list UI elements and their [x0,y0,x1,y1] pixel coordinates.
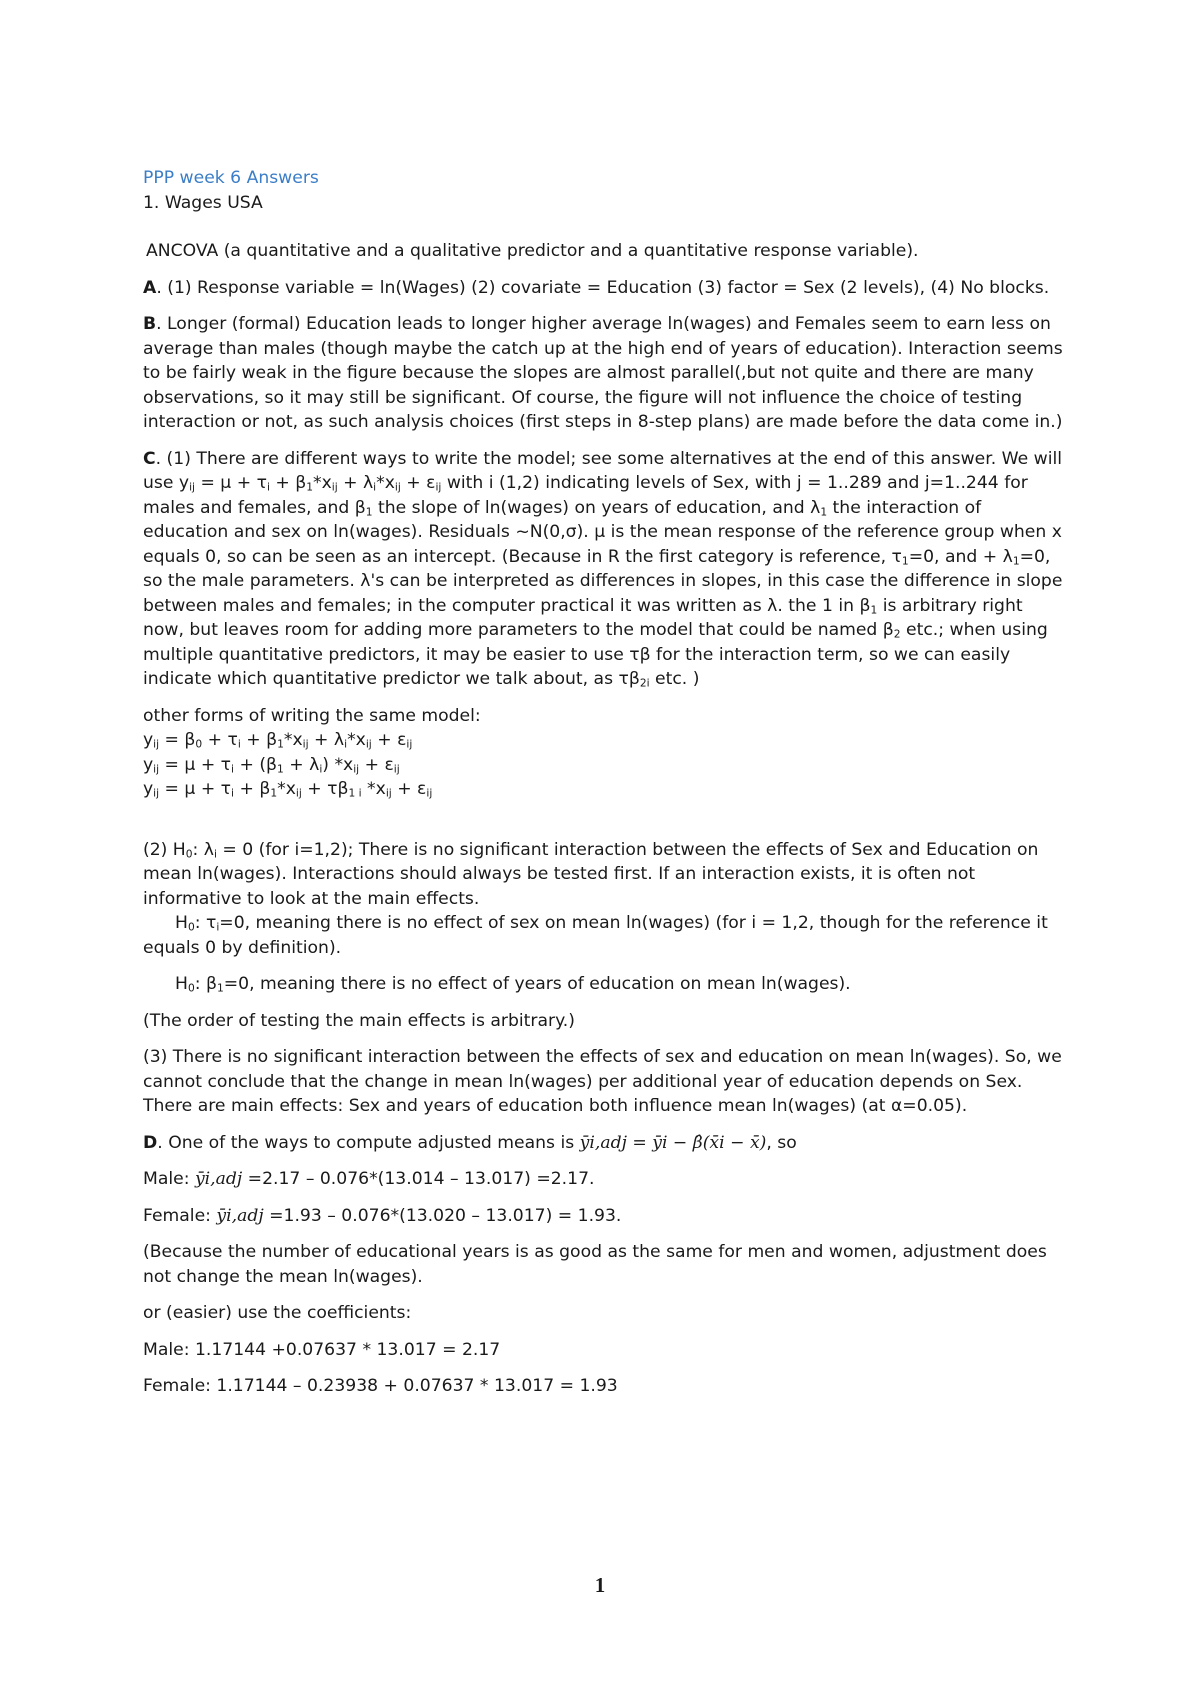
part-a-label: A [143,277,157,298]
coefficients-intro: or (easier) use the coefficients: [143,1303,412,1323]
subscript: ij [331,480,338,494]
hypothesis-education [143,972,1068,997]
subscript: 1 i [348,786,362,800]
part-c-text: + ε [400,473,436,493]
subscript: ij [426,786,433,800]
formula-text: *x [347,730,366,750]
female-coefficient-calc: Female: 1.17144 – 0.23938 + 0.07637 * 13.017 = 1.93 [143,1376,618,1396]
subscript: 0 [195,737,203,751]
formula-text: ) *x [322,754,354,775]
part-b-label: B [143,314,157,334]
subscript: 1 [1012,554,1020,568]
formula-text: = μ + τ [159,779,232,799]
subscript: i [213,847,217,861]
model-form-2 [143,753,1068,778]
formula-text: = μ + τ [159,754,232,775]
subscript: 1 [365,505,373,519]
subscript: i [231,786,235,800]
subscript: 1 [277,762,284,776]
hypothesis-sex [143,911,1068,960]
subscript: 0 [185,847,193,861]
subscript: 1 [870,603,878,617]
male-coefficient-calc: Male: 1.17144 +0.07637 * 13.017 = 2.17 [143,1339,501,1360]
hypothesis-text: : β [194,974,217,994]
formula-text: + ε [359,754,394,775]
formula-text: + β [240,730,278,750]
formula-text: *x [283,730,303,750]
document-body [143,166,1068,1399]
hypothesis-interaction [143,838,1068,912]
subscript: i [237,737,241,751]
part-c-text: *x [312,473,332,493]
subscript: i [216,920,220,934]
formula-text: + λ [308,730,345,750]
formula-text: = β [159,730,196,750]
subscript: 1 [270,786,278,800]
hypothesis-text: : λ [192,839,214,860]
subscript: 2 [893,627,901,641]
part-c-text: + β [269,473,307,493]
hypothesis-text: =0, meaning there is no effect of sex on mean ln(wages) (for i = 1,2, though for the reference it equals 0 by definition). [143,913,1048,958]
hypothesis-text: =0, meaning there is no effect of years of education on mean ln(wages). [223,974,851,994]
part-c-label: C [143,448,156,469]
part-c-text: *x [376,473,395,493]
calculation-text: =2.17 – 0.076*(13.014 – 13.017) =2.17. [242,1169,595,1189]
part-a-paragraph [143,276,1068,301]
formula-text: + ε [391,779,427,799]
subscript: i [319,762,323,776]
subscript: ij [385,786,392,800]
adjusted-mean-formula: ȳi,adj = ȳi − β̂(x̄i − x̄) [579,1132,767,1153]
subscript: ij [295,786,302,800]
female-adjusted-mean [143,1204,1068,1229]
hypothesis-text: H [175,913,188,933]
part-c-text: the slope of ln(wages) on years of education, and λ [372,497,821,518]
part-d-text: , so [766,1132,797,1153]
conclusion-paragraph: (3) There is no significant interaction between the effects of sex and education on mean ln(wages). So, we cannot conclude that the change in mean ln(wages) per additional year of education depends on Sex. There are main effects: Sex and years of education both influence mean ln(wages) (at α=0.05). [143,1047,1062,1116]
subscript: ij [153,762,160,776]
part-c-text: + λ [337,473,374,493]
hypothesis-text: : τ [194,913,217,933]
model-form-3 [143,777,1068,802]
subscript: i [266,480,270,494]
subscript: ij [153,737,160,751]
subscript: ij [393,762,400,776]
row-label: Female: [143,1205,217,1226]
part-c-text: etc.; when using multiple quantitative predictors, it may be easier to use τβ for the interaction term, so we can easily indicate which quantitative predictor we talk about, as τβ [143,620,1048,689]
part-c-text: =0, so the male parameters. λ's can be interpreted as differences in slopes, in this case the difference in slope between males and females; in the computer practical it was written as λ. the 1 in β [143,546,1063,616]
part-d-text: . One of the ways to compute adjusted means is [157,1132,580,1153]
symbol: y [143,779,154,799]
subscript: 0 [187,920,195,934]
subscript: ij [302,737,309,751]
formula-text: + τ [202,730,238,750]
calculation-text: =1.93 – 0.076*(13.020 – 13.017) = 1.93. [263,1205,622,1226]
part-c-text: etc. ) [649,669,700,689]
hypothesis-text: = 0 (for i=1,2); There is no significant interaction between the effects of Sex and Education on mean ln(wages). Interactions should always be tested first. If an interaction exists, it is often not informative to look at the main effects. [143,839,1039,909]
subscript: ij [394,480,401,494]
subscript: ij [189,480,195,494]
hypothesis-text: H [175,974,188,994]
row-label: Male: [143,1169,195,1189]
order-note: (The order of testing the main effects is arbitrary.) [143,1010,575,1031]
part-a-text: . (1) Response variable = ln(Wages) (2) covariate = Education (3) factor = Sex (2 levels), (4) No blocks. [156,277,1050,298]
part-c-text: the interaction of education and sex on ln(wages). Residuals ~N(0,σ). μ is the mean response of the reference group when x equals 0, so can be seen as an intercept. (Because in R the first category is reference, τ [143,497,1062,567]
part-c-text: . (1) There are different ways to write the model; see some alternatives at the end of this answer. We will use y [143,448,1063,493]
adjusted-mean-symbol: ȳi,adj [216,1205,264,1226]
subscript: 1 [306,480,313,494]
male-adjusted-mean [143,1167,1068,1192]
subscript: ij [153,786,160,800]
subscript: i [231,762,235,776]
subscript: 1 [820,505,828,519]
formula-text: *x [277,779,296,799]
part-c-text: with i (1,2) indicating levels of Sex, with j = 1..289 and j=1..244 for males and females, and β [143,473,1028,518]
hypothesis-text: (2) H [143,839,186,860]
subscript: ij [353,762,360,776]
subscript: 2i [639,676,650,690]
formula-text: + λ [283,754,320,775]
intro-paragraph: ANCOVA (a quantitative and a qualitative predictor and a quantitative response variable). [146,241,919,261]
subscript: i [373,480,377,494]
section-heading: 1. Wages USA [143,192,263,213]
formula-text: + (β [234,754,278,775]
subscript: i [344,737,348,751]
subscript: 1 [216,981,224,995]
document-title: PPP week 6 Answers [143,168,319,188]
part-c-text: is arbitrary right now, but leaves room for adding more parameters to the model that could be named β [143,595,1023,640]
formula-text: + τβ [301,779,349,799]
subscript: ij [365,737,372,751]
model-form-1 [143,728,1068,753]
formula-text: + ε [371,730,407,750]
part-d-paragraph [143,1131,1068,1156]
formula-text: + β [234,779,271,799]
part-b-text: . Longer (formal) Education leads to longer higher average ln(wages) and Females seem to earn less on average than males (though maybe the catch up at the high end of years of education). Interaction seems to be fairly weak in the figure because the slopes are almost parallel(,but not quite and there are many observations, so it may still be significant. Of course, the figure will not influence the choice of testing interaction or not, as such analysis choices (first steps in 8-step plans) are made before the data come in.) [143,314,1063,432]
adjustment-note: (Because the number of educational years is as good as the same for men and women, adjustment does not change the mean ln(wages). [143,1242,1047,1287]
subscript: ij [435,480,442,494]
page-number: 1 [594,1573,606,1597]
subscript: 0 [187,981,195,995]
adjusted-mean-symbol: ȳi,adj [194,1169,243,1189]
part-d-label: D [143,1132,158,1153]
part-c-text: = μ + τ [194,473,267,493]
part-c-text: =0, and + λ [908,546,1013,567]
symbol: y [143,730,154,750]
symbol: y [143,754,154,775]
part-c-paragraph [143,447,1068,692]
subscript: ij [406,737,413,751]
part-b-paragraph [143,312,1068,435]
alt-forms-intro: other forms of writing the same model: [143,705,481,726]
subscript: 1 [901,554,909,568]
formula-text: *x [361,779,386,799]
subscript: 1 [277,737,284,751]
